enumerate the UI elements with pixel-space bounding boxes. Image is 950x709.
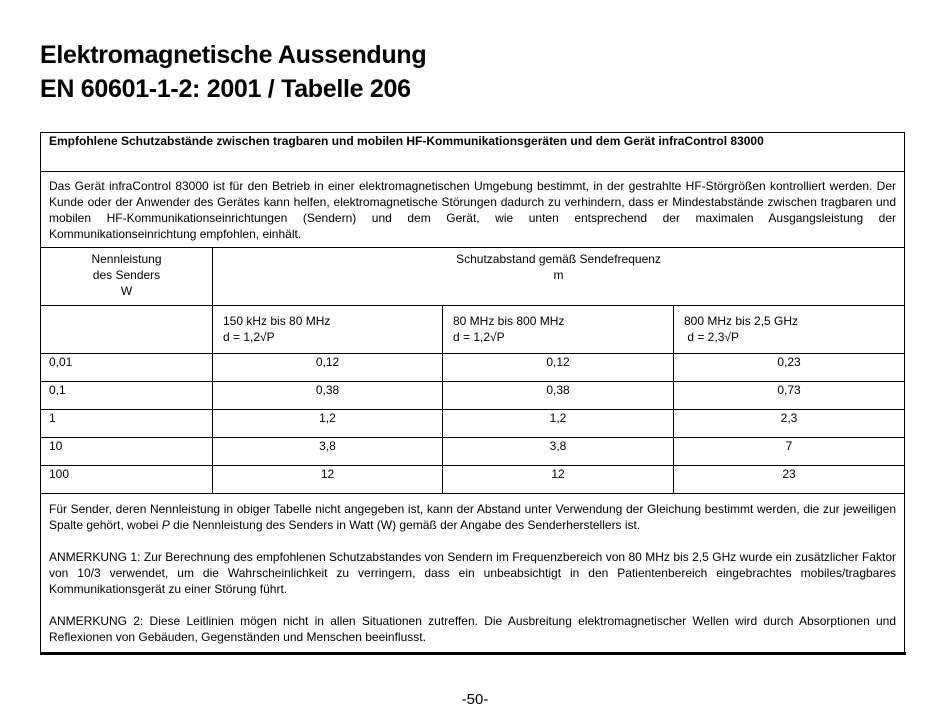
distance-cell: 0,12 (213, 354, 443, 382)
distance-cell: 0,12 (443, 354, 674, 382)
power-header-unit: W (120, 284, 133, 298)
note-formula-usage (49, 501, 896, 533)
band-range: 80 MHz bis 800 MHz (453, 314, 565, 328)
power-cell: 0,01 (41, 354, 213, 382)
table-header: Empfohlene Schutzabstände zwischen tragbaren und mobilen HF-Kommunikationsgeräten und dem Gerät infraControl 83000 (41, 133, 905, 172)
table-row (41, 410, 905, 438)
table-row (41, 466, 905, 494)
intro-row (41, 172, 905, 248)
power-cell: 1 (41, 410, 213, 438)
band-formula: d = 1,2√P (223, 330, 275, 344)
title-line-1: Elektromagnetische Aussendung (40, 41, 427, 69)
distance-header-line-1: Schutzabstand gemäß Sendefrequenz (456, 252, 661, 266)
title-line-2: EN 60601-1-2: 2001 / Tabelle 206 (40, 75, 411, 103)
power-cell: 100 (41, 466, 213, 494)
band-header-row (41, 306, 905, 354)
band-formula: d = 2,3√P (684, 330, 739, 344)
distance-cell: 3,8 (213, 438, 443, 466)
column-header-row (41, 248, 905, 306)
bottom-rule (40, 652, 906, 655)
band-header-1 (213, 306, 443, 354)
empty-cell (41, 306, 213, 354)
distance-cell: 0,23 (674, 354, 905, 382)
band-range: 150 kHz bis 80 MHz (223, 314, 331, 328)
table-row (41, 354, 905, 382)
note-anmerkung-1: ANMERKUNG 1: Zur Berechnung des empfohlenen Schutzabstandes von Sendern im Frequenzbereich von 80 MHz bis 2,5 GHz wurde ein zusätzlicher Faktor von 10/3 verwendet, um die Wahrscheinlichkeit zu verringern, dass ein unbeabsichtigt in den Patientenbereich eingebrachtes mobiles/tragbares Kommunikationsgerät zu einer Störung führt. (49, 550, 897, 596)
note-text: die Nennleistung des Senders in Watt (W) gemäß der Angabe des Senderherstellers ist. (169, 518, 641, 532)
variable-p: P (161, 518, 170, 532)
notes-cell (41, 494, 905, 654)
power-header-line-1: Nennleistung (91, 252, 162, 266)
distance-cell: 0,73 (674, 382, 905, 410)
page-number: -50- (461, 691, 489, 708)
page-title (40, 38, 426, 106)
note-anmerkung-2: ANMERKUNG 2: Diese Leitlinien mögen nicht in allen Situationen zutreffen. Die Ausbreitung elektromagnetischer Wellen wird durch Absorptionen und Reflexionen von Gebäuden, Gegenständen und Menschen beeinflusst. (49, 614, 897, 644)
distance-cell: 12 (443, 466, 674, 494)
distance-cell: 0,38 (213, 382, 443, 410)
power-header-line-2: des Senders (92, 268, 161, 282)
intro-text: Das Gerät infraControl 83000 ist für den Betrieb in einer elektromagnetischen Umgebung bestimmt, in der gestrahlte HF-Störgrößen kontrolliert werden. Der Kunde oder der Anwender des Gerätes kann helfen, elektromagnetische Störungen dadurch zu verhindern, dass er Mindestabstände zwischen tragbaren und mobilen HF-Kommunikationseinrichtungen (Sendern) und dem Gerät, wie unten entsprechend der maximalen Ausgangsleistung der Kommunikationseinrichtung empfohlen, einhält. (41, 172, 905, 248)
distance-cell: 7 (674, 438, 905, 466)
note-text: Für Sender, deren Nennleistung in obiger Tabelle nicht angegeben ist, kann der Abstand unter Verwendung der Gleichung bestimmt werden, die zur jeweiligen Spalte gehört, wobei (49, 502, 897, 532)
distance-cell: 3,8 (443, 438, 674, 466)
distance-column-header (213, 248, 905, 306)
notes-row (41, 494, 905, 654)
table-row (41, 382, 905, 410)
distance-cell: 12 (213, 466, 443, 494)
band-range: 800 MHz bis 2,5 GHz (684, 314, 799, 328)
distance-cell: 23 (674, 466, 905, 494)
table-header-row (41, 133, 905, 172)
distance-header-unit: m (553, 268, 564, 282)
table-row (41, 438, 905, 466)
power-column-header (41, 248, 213, 306)
distance-cell: 2,3 (674, 410, 905, 438)
separation-distance-table (40, 132, 905, 654)
distance-cell: 1,2 (443, 410, 674, 438)
band-header-3 (674, 306, 905, 354)
distance-cell: 0,38 (443, 382, 674, 410)
power-cell: 10 (41, 438, 213, 466)
band-header-2 (443, 306, 674, 354)
distance-cell: 1,2 (213, 410, 443, 438)
power-cell: 0,1 (41, 382, 213, 410)
band-formula: d = 1,2√P (453, 330, 505, 344)
